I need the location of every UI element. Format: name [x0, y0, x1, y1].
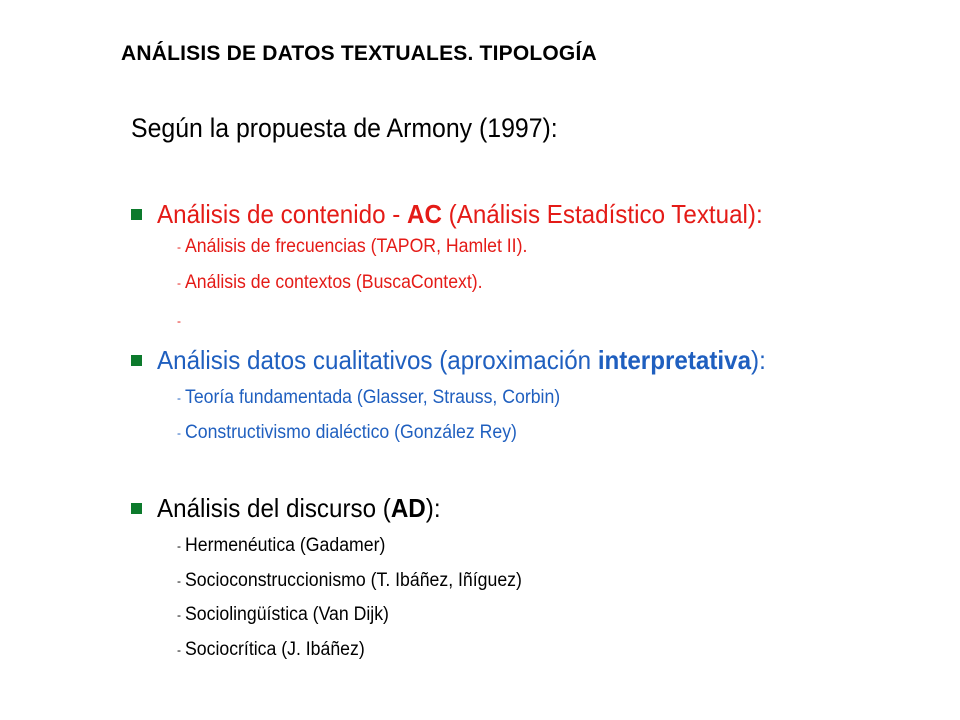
intro-text: Según la propuesta de Armony (1997): [131, 113, 558, 143]
list-item: - Constructivismo dialéctico (González Rey) [177, 422, 517, 443]
section-ac [131, 197, 808, 231]
list-item: - Sociocrítica (J. Ibáñez) [177, 639, 365, 660]
dash-bullet-icon: - [177, 574, 181, 588]
dash-bullet-icon: - [177, 240, 181, 254]
list-item: - Análisis de frecuencias (TAPOR, Hamlet II). [177, 236, 528, 257]
section-ad-heading: Análisis del discurso (AD): [157, 492, 441, 523]
dash-bullet-icon: - [177, 426, 181, 440]
list-item: - Hermenéutica (Gadamer) [177, 535, 386, 556]
section-ad [131, 491, 462, 525]
list-item: - Teoría fundamentada (Glasser, Strauss, Corbin) [177, 387, 561, 408]
dash-bullet-icon: - [177, 539, 181, 553]
section-qualitative [131, 343, 812, 377]
square-bullet-icon [131, 209, 142, 220]
list-item [177, 308, 185, 334]
slide-title: ANÁLISIS DE DATOS TEXTUALES. TIPOLOGÍA [121, 42, 597, 65]
list-item: - Sociolingüística (Van Dijk) [177, 604, 389, 625]
dash-bullet-icon: - [177, 314, 181, 328]
square-bullet-icon [131, 355, 142, 366]
list-item: - Análisis de contextos (BuscaContext). [177, 272, 483, 293]
list-item: - Socioconstruccionismo (T. Ibáñez, Iñíguez) [177, 570, 522, 591]
dash-bullet-icon: - [177, 276, 181, 290]
section-qualitative-heading: Análisis datos cualitativos (aproximación interpretativa): [157, 344, 766, 375]
dash-bullet-icon: - [177, 608, 181, 622]
square-bullet-icon [131, 503, 142, 514]
dash-bullet-icon: - [177, 643, 181, 657]
section-ac-heading: Análisis de contenido - AC (Análisis Estadístico Textual): [157, 198, 763, 229]
dash-bullet-icon: - [177, 391, 181, 405]
